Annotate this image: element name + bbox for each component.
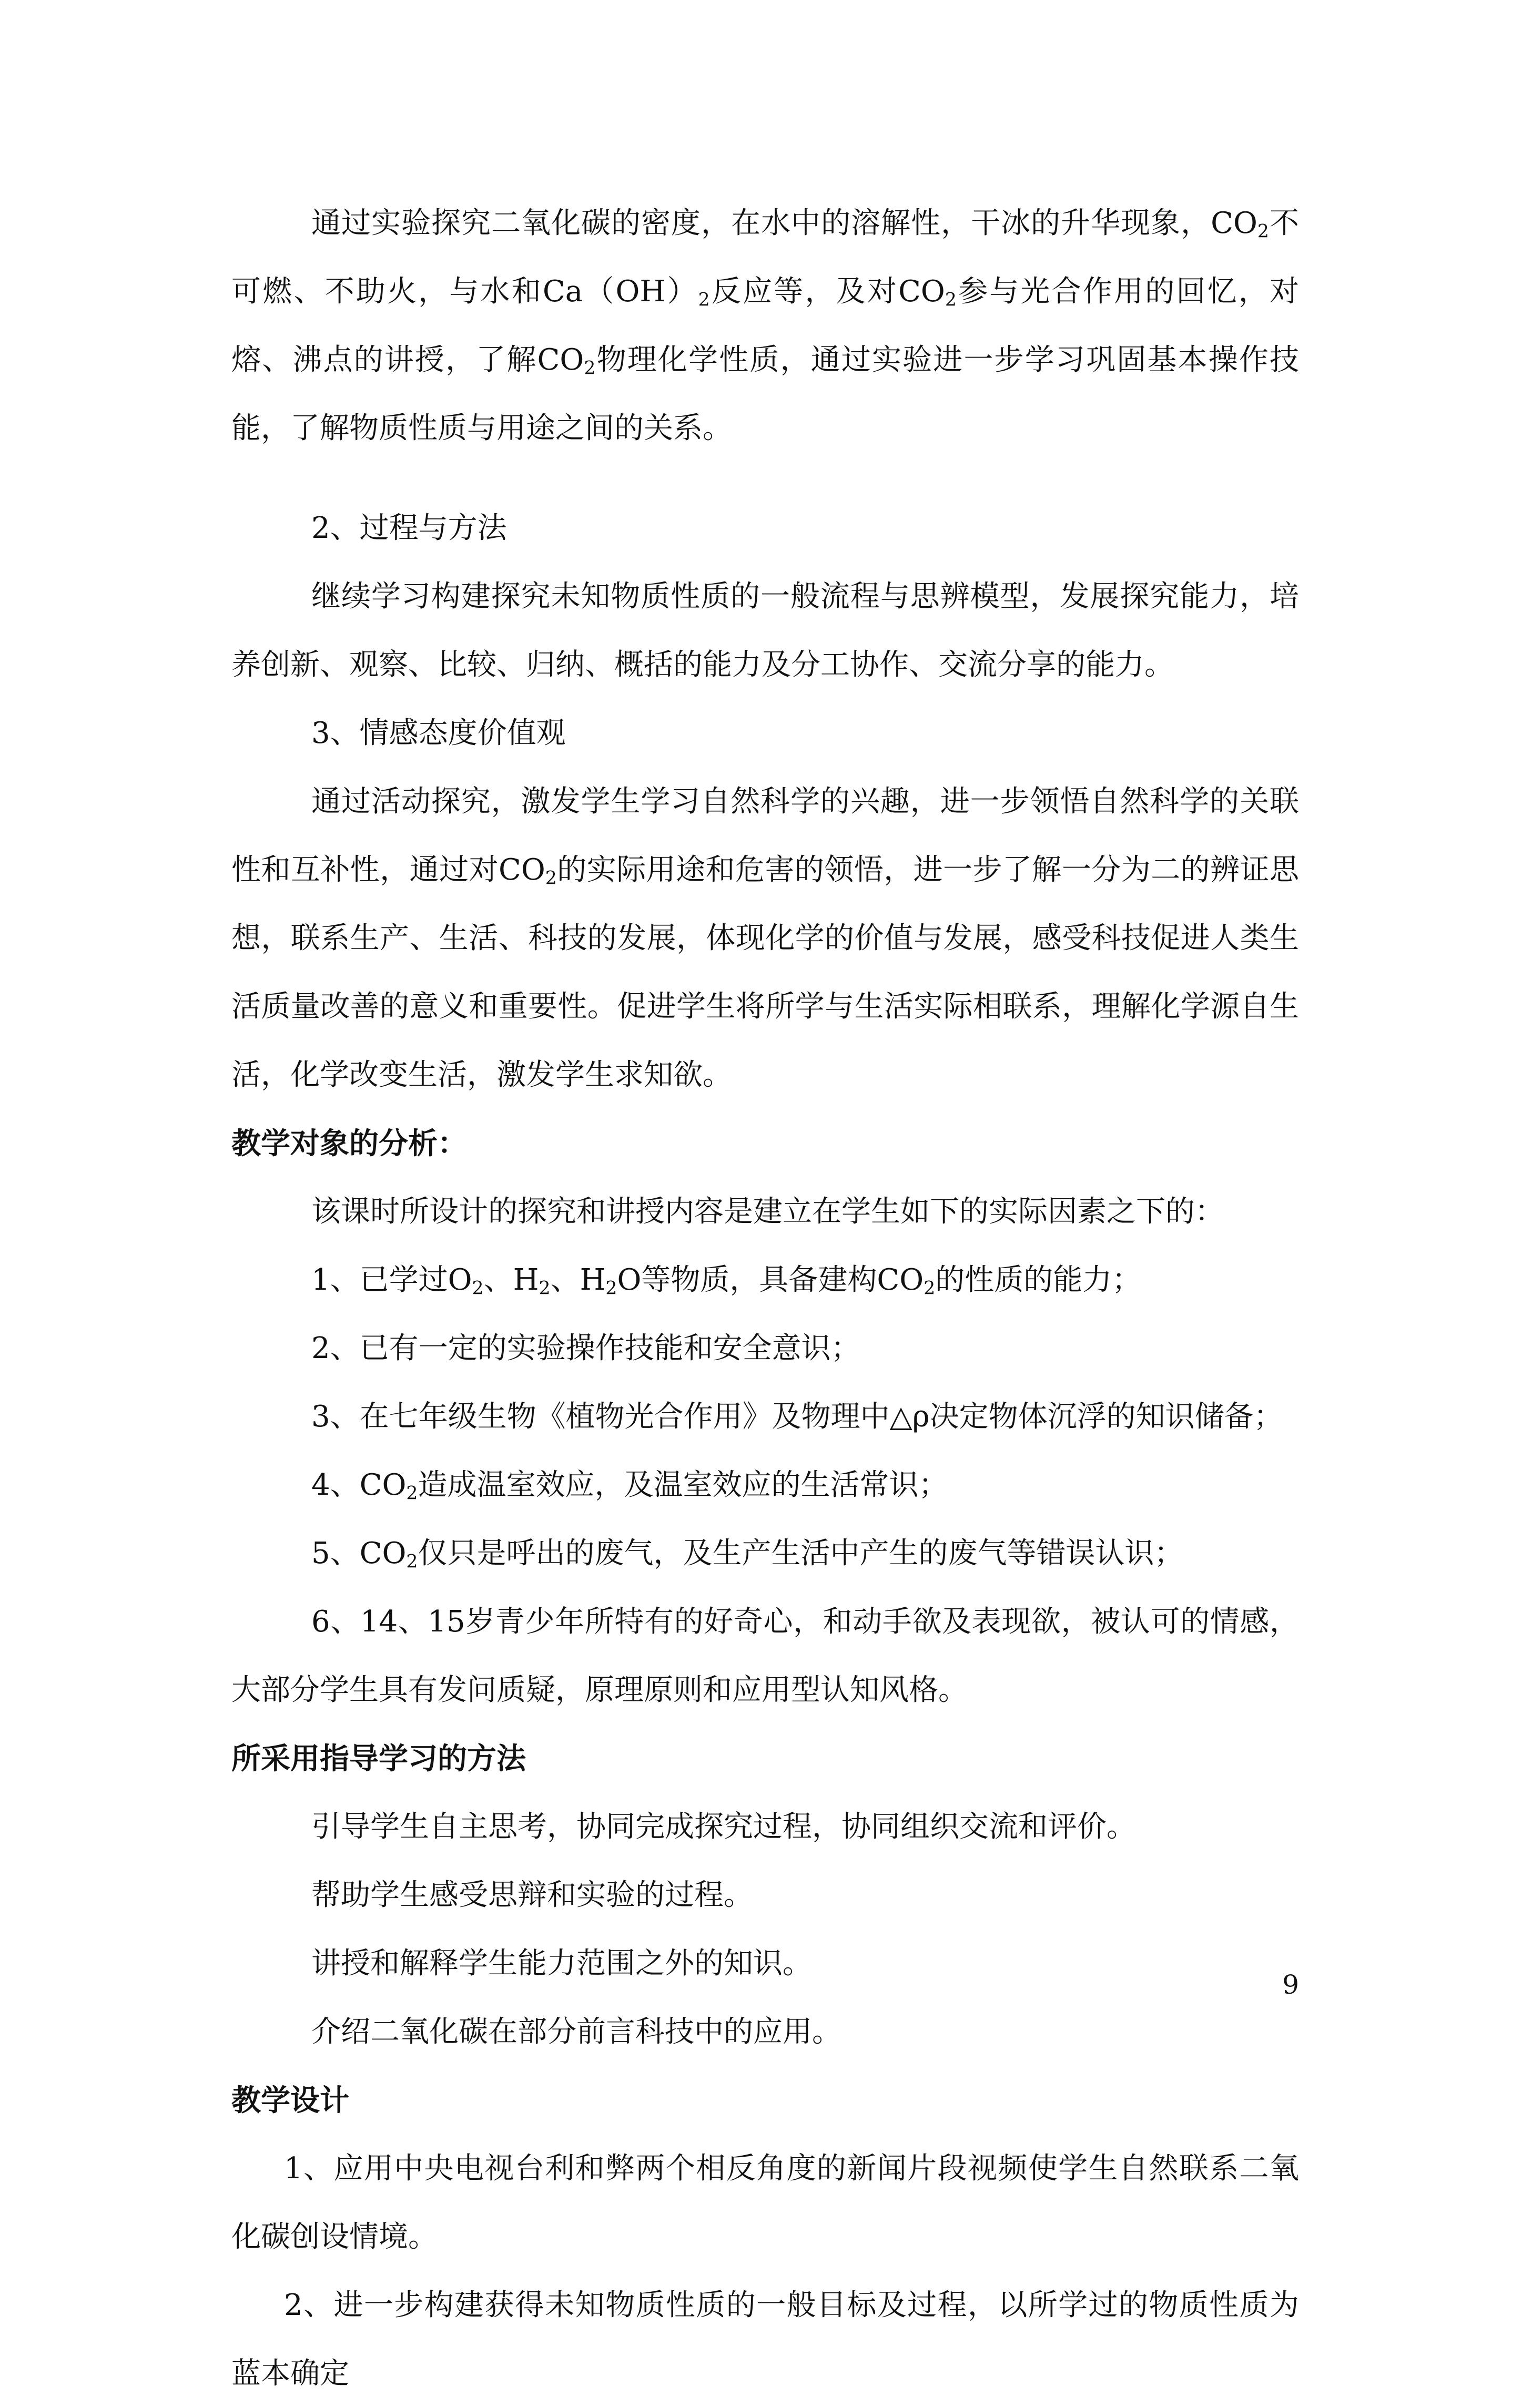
objects-intro: 该课时所设计的探究和讲授内容是建立在学生如下的实际因素之下的： — [311, 1195, 1224, 1229]
section-title-emotion-values: 3、情感态度价值观 — [311, 716, 566, 750]
emotion-values-paragraph: 通过活动探究，激发学生学习自然科学的兴趣，进一步领悟自然科学的关联性和互补性，通过对$CO_2$的实际用途和危害的领悟，进一步了解一分为二的辨证思想，联系生产、生活、科技的发展，体现化学的价值与发展，感受科技促进人类生活质量改善的意义和重要性。促进学生将所学与生活实际相联系，理解化学源自生活，化学改变生活，激发学生求知欲。 — [231, 784, 1299, 1092]
method-item-2: 帮助学生感受思辩和实验的过程。 — [311, 1878, 753, 1912]
method-item-3: 讲授和解释学生能力范围之外的知识。 — [311, 1946, 812, 1981]
object-item-5: 5、$CO_2$仅只是呼出的废气，及生产生活中产生的废气等错误认识； — [311, 1536, 1184, 1573]
page-content — [231, 200, 1299, 2408]
design-item-1: 1、应用中央电视台利和弊两个相反角度的新闻片段视频使学生自然联系二氧化碳创设情境。 — [231, 2151, 1299, 2254]
section-title-process-method: 2、过程与方法 — [311, 511, 507, 545]
method-item-1: 引导学生自主思考，协同完成探究过程，协同组织交流和评价。 — [311, 1810, 1136, 1844]
page-number: 9 — [1282, 1970, 1299, 2000]
object-item-4: 4、$CO_2$造成温室效应，及温室效应的生活常识； — [311, 1468, 948, 1504]
process-method-paragraph: 继续学习构建探究未知物质性质的一般流程与思辨模型，发展探究能力，培养创新、观察、比较、归纳、概括的能力及分工协作、交流分享的能力。 — [231, 579, 1299, 682]
object-item-6: 6、14、15岁青少年所特有的好奇心，和动手欲及表现欲，被认可的情感，大部分学生具有发问质疑，原理原则和应用型认知风格。 — [231, 1605, 1299, 1707]
heading-teaching-objects: 教学对象的分析： — [231, 1126, 467, 1161]
heading-guidance-methods: 所采用指导学习的方法 — [231, 1741, 526, 1776]
object-item-3: 3、在七年级生物《植物光合作用》及物理中△ρ决定物体沉浮的知识储备； — [311, 1400, 1283, 1434]
heading-teaching-design: 教学设计 — [231, 2083, 349, 2118]
object-item-2: 2、已有一定的实验操作技能和安全意识； — [311, 1331, 860, 1365]
knowledge-paragraph: 通过实验探究二氧化碳的密度，在水中的溶解性，干冰的升华现象，$CO_2$不可燃、不助火，与水和$Ca(OH)_2$反应等，及对$CO_2$参与光合作用的回忆，对熔、沸点的讲授，了解$CO_2$物理化学性质，通过实验进一步学习巩固基本操作技能，了解物质性质与用途之间的关系。 — [231, 206, 1300, 445]
design-item-2: 2、进一步构建获得未知物质性质的一般目标及过程，以所学过的物质性质为蓝本确定 — [231, 2288, 1299, 2391]
object-item-1: 1、已学过$O_2$、$H_2$、$H_2O$等物质，具备建构$CO_2$的性质的能力； — [311, 1263, 1142, 1299]
method-item-4: 介绍二氧化碳在部分前言科技中的应用。 — [311, 2015, 841, 2049]
